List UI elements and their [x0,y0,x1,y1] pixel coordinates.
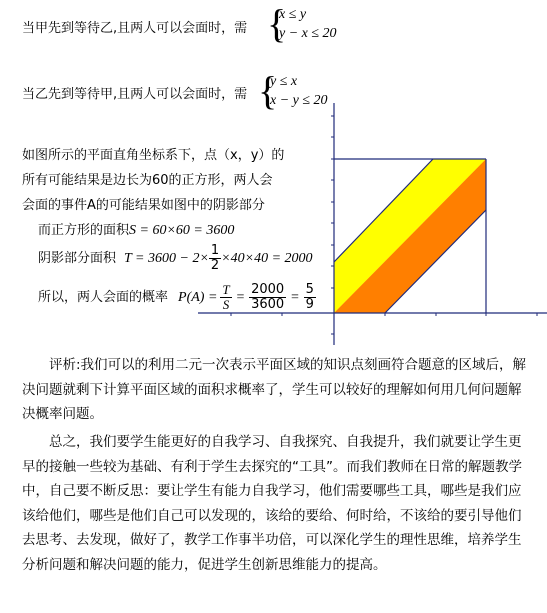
result-numerator: 5 [305,282,314,297]
shaded-area-formula-end: ×40×40 = 2000 [221,250,313,266]
half-numerator: 1 [210,243,220,258]
desc-line-1: 如图所示的平面直角坐标系下，点（x，y）的 [22,148,285,163]
case1-ineq2: y − x ≤ 20 [279,26,337,41]
desc-line-2: 所有可能结果是边长为60的正方形，两人会 [22,173,273,188]
case2-ineq2: x − y ≤ 20 [270,93,328,108]
square-area-formula: S = 60×60 = 3600 [129,223,235,238]
case1-brace: { [267,1,287,46]
case1-text: 当甲先到等待乙,且两人可以会面时，需 [22,21,248,36]
shaded-area-label: 阴影部分面积 [38,250,117,266]
half-denominator: 2 [210,258,220,273]
case2-brace: { [258,68,278,113]
s-denominator: S [222,297,230,312]
desc-line-3: 会面的事件A的可能结果如图中的阴影部分 [22,198,265,213]
summary-text: 总之，我们要学生能更好的自我学习、自我探究、自我提升，我们就要让学生更早的接触一些较为基础、有利于学生去探究的“工具”。而我们教师在日常的解题教学中，自己要不断反思：要让学生有能力自我学习，他们需要哪些工具，哪些是我们应该给他们，哪些是他们自己可以发现的，该给的要给、何时给，不该给的要引导他们去思考、去发现，做好了，教学工作事半功倍，可以深化学生的理性思维，培养学生分析问题和解决问题的能力，促进学生创新思维能力的提高。 [22,434,522,573]
probability-label: 所以，两人会面的概率 [38,289,169,305]
t-numerator: T [222,282,230,297]
equals-sign-1: = [235,289,246,305]
equals-sign-2: = [290,289,300,305]
case2-text: 当乙先到等待甲,且两人可以会面时，需 [22,87,248,102]
analysis-paragraph [22,353,532,427]
value-numerator: 2000 [251,282,285,297]
summary-paragraph [22,430,532,577]
value-denominator: 3600 [251,297,285,312]
result-denominator: 9 [305,297,314,312]
shaded-area-formula-start: T = 3600 − 2× [124,250,209,266]
square-area-label: 而正方形的面积 [38,223,130,238]
probability-pa: P(A) = [178,289,218,305]
case1-ineq1: x ≤ y [279,7,307,22]
case2-ineq1: y ≤ x [270,74,298,89]
analysis-text: 评析:我们可以的利用二元一次表示平面区域的知识点刻画符合题意的区域后，解决问题就剩下计算平面区域的面积求概率了，学生可以较好的理解如何用几何问题解决概率问题。 [22,357,527,422]
